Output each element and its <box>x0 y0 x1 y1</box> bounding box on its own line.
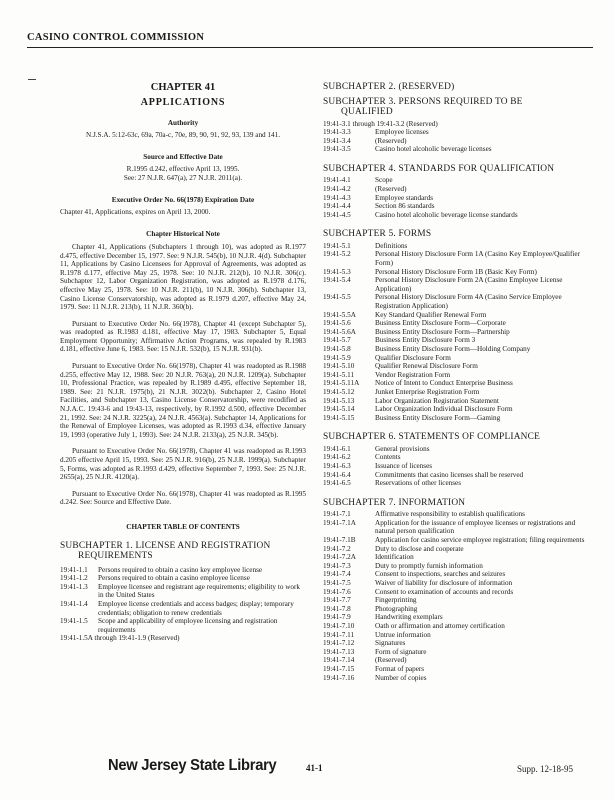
history-paragraph: Pursuant to Executive Order No. 66(1978), Chapter 41 was readopted as R.1995 d.242. See: Source and Effective Date. <box>60 489 306 507</box>
subchapter-1-heading <box>60 541 306 562</box>
section-title: Qualifier Disclosure Form <box>375 353 451 362</box>
toc-entry <box>323 194 591 203</box>
section-title: Handwriting exemplars <box>375 613 443 622</box>
section-title: Business Entity Disclosure Form—Corporate <box>375 319 506 328</box>
section-number: 19:41-1.5 <box>60 617 88 626</box>
section-number: 19:41-5.6A <box>323 327 356 336</box>
section-title: Personal History Disclosure Form 4A (Casino Service Employee Registration Application) <box>375 293 562 310</box>
toc-entry <box>323 674 591 683</box>
section-title: Persons required to obtain a casino key employee license <box>98 565 263 574</box>
section-title: Business Entity Disclosure Form 3 <box>375 336 476 345</box>
section-number: 19:41-5.12 <box>323 387 355 396</box>
section-number: 19:41-6.4 <box>323 470 351 479</box>
toc-entry <box>323 462 591 471</box>
section-number: 19:41-5.10 <box>323 362 355 371</box>
section-title: Employee standards <box>375 193 434 202</box>
section-number: 19:41-5.3 <box>323 267 351 276</box>
section-number: 19:41-1.1 <box>60 565 88 574</box>
section-title: Format of papers <box>375 664 425 673</box>
section-title: Scope and applicability of employee licensing and registration requirements <box>98 617 278 634</box>
toc-entry <box>60 566 306 575</box>
right-column <box>323 82 591 682</box>
section-title: Contents <box>375 453 401 462</box>
historical-note-heading: Chapter Historical Note <box>146 230 220 239</box>
source-line-2: See: 27 N.J.R. 647(a), 27 N.J.R. 2011(a). <box>123 173 243 182</box>
section-title: Waiver of liability for disclosure of information <box>375 579 513 588</box>
section-number: 19:41-7.15 <box>323 664 355 673</box>
toc-entry <box>323 397 591 406</box>
section-title: Issuance of licenses <box>375 462 433 470</box>
subchapter-4-list <box>323 176 591 219</box>
section-title: Employee license credentials and access badges; display; temporary credentials; obligation to renew credentials <box>98 599 294 617</box>
toc-entry <box>323 588 591 597</box>
section-title: Business Entity Disclosure Form—Gaming <box>375 413 501 422</box>
section-number: 19:41-7.3 <box>323 561 351 570</box>
authority-text: N.J.S.A. 5:12-63c, 69a, 70a-c, 70e, 89, 90, 91, 92, 93, 139 and 141. <box>85 130 281 139</box>
section-title: Commitments that casino licenses shall be reserved <box>375 470 524 479</box>
section-title: Casino hotel alcoholic beverage licenses <box>375 145 492 154</box>
subchapter-7-heading: SUBCHAPTER 7. INFORMATION <box>323 497 466 508</box>
section-title: Signatures <box>375 639 406 648</box>
section-number: 19:41-7.2 <box>323 544 351 553</box>
toc-entry <box>323 345 591 354</box>
section-number: 19:41-5.6 <box>323 319 351 328</box>
section-number: 19:41-7.4 <box>323 570 351 579</box>
section-number: 19:41-5.13 <box>323 396 355 405</box>
section-title: Employee licenses <box>375 128 429 137</box>
section-title: (Reserved) <box>375 136 407 145</box>
section-title: Duty to promptly furnish information <box>375 561 483 570</box>
subchapter-1-line-1: SUBCHAPTER 1. LICENSE AND REGISTRATION <box>60 540 271 551</box>
toc-heading: CHAPTER TABLE OF CONTENTS <box>126 522 240 531</box>
section-number: 19:41-7.5 <box>323 579 351 588</box>
section-title: Scope <box>375 176 393 185</box>
toc-entry <box>323 311 591 320</box>
section-number: 19:41-7.1A <box>323 518 356 527</box>
executive-order-heading: Executive Order No. 66(1978) Expiration Date <box>111 196 255 205</box>
section-number: 19:41-7.6 <box>323 587 351 596</box>
section-number: 19:41-3.4 <box>323 136 351 145</box>
subchapter-5-heading: SUBCHAPTER 5. FORMS <box>323 229 432 240</box>
section-number: 19:41-7.12 <box>323 639 355 648</box>
toc-entry <box>323 536 591 545</box>
history-paragraph: Pursuant to Executive Order No. 66(1978), Chapter 41 (except Subchapter 5), was readopted as R.1983 d.181, effective May 17, 1983. Subchapter 5, Equal Employment Opportunity; Affirmative Action Programs, was repealed by R.1983 d.181, effective June 6, 1983. See: 15 N.J.R. 532(b), 15 N.J.R. 931(b). <box>60 319 306 354</box>
section-number: 19:41-4.2 <box>323 184 351 193</box>
section-title: Oath or affirmation and attorney certification <box>375 622 505 630</box>
section-title: Form of signature <box>375 647 427 656</box>
section-number: 19:41-7.7 <box>323 596 351 605</box>
section-title: Junket Enterprise Registration Form <box>375 387 480 396</box>
toc-entry <box>323 128 591 137</box>
toc-entry <box>323 242 591 251</box>
section-title: Application for the issuance of employee licenses or registrations and natural person qualification <box>375 518 576 536</box>
section-title: Notice of Intent to Conduct Enterprise Business <box>375 379 513 388</box>
section-number: 19:41-7.14 <box>323 656 355 665</box>
left-column <box>60 84 306 643</box>
section-number: 19:41-5.5A <box>323 310 356 319</box>
section-title: Personal History Disclosure Form 1B (Basic Key Form) <box>375 267 537 276</box>
toc-entry <box>323 145 591 154</box>
toc-entry <box>60 617 306 634</box>
section-number: 19:41-7.10 <box>323 622 355 630</box>
section-number: 19:41-5.14 <box>323 405 355 414</box>
subchapter-2-heading: SUBCHAPTER 2. (RESERVED) <box>323 82 455 92</box>
section-number: 19:41-5.7 <box>323 336 351 345</box>
section-number: 19:41-5.8 <box>323 344 351 353</box>
toc-entry <box>323 605 591 614</box>
page-number: 41-1 <box>306 763 323 773</box>
chapter-title: APPLICATIONS <box>140 96 226 108</box>
source-line-1: R.1995 d.242, effective April 13, 1995. <box>126 164 240 173</box>
subchapter-4-heading: SUBCHAPTER 4. STANDARDS FOR QUALIFICATION <box>323 163 555 174</box>
section-title: Vendor Registration Form <box>375 370 451 379</box>
section-title: General provisions <box>375 444 430 453</box>
toc-entry <box>60 634 306 643</box>
history-paragraph: Pursuant to Executive Order No. 66(1978), Chapter 41 was readopted as R.1988 d.255, effective May 12, 1988. See: 20 N.J.R. 763(a), 20 N.J.R. 1209(a). Subchapter 10, Professional Practice, was repealed by R.1989 d.495, effective September 18, 1989. See: 21 N.J.R. 1975(b), 21 N.J.R. 3022(b). Subchapter 2, Casino Hotel Facilities, and Subchapter 13, Casino License Conservatorship, were recodified as N.J.A.C. 19:43-6 and 19:43-13, respectively, by R.1992 d.500, effective December 21, 1992. See: 24 N.J.R. 3225(a), 24 N.J.R. 4563(a). Subchapter 14, Applications for the Renewal of Employee Licenses, was adopted as R.1993 d.34, effective January 19, 1993 (operative July 1, 1993). See: 24 N.J.R. 2133(a), 25 N.J.R. 345(b). <box>60 362 306 439</box>
section-title: Labor Organization Registration Statement <box>375 396 499 405</box>
toc-entry <box>323 453 591 462</box>
toc-entry <box>323 276 591 293</box>
section-number: 19:41-4.1 <box>323 176 351 185</box>
toc-entry <box>60 583 306 600</box>
toc-entry <box>323 471 591 480</box>
section-number: 19:41-1.3 <box>60 582 88 591</box>
toc-entry <box>323 137 591 146</box>
section-title: Duty to disclose and cooperate <box>375 544 464 553</box>
toc-entry <box>323 319 591 328</box>
section-number: 19:41-5.15 <box>323 413 355 422</box>
toc-entry <box>323 445 591 454</box>
section-number: 19:41-3.3 <box>323 128 351 137</box>
section-number: 19:41-4.3 <box>323 193 351 202</box>
section-number: 19:41-7.2A <box>323 553 356 562</box>
toc-entry <box>323 354 591 363</box>
toc-entry <box>323 562 591 571</box>
toc-entry <box>323 545 591 554</box>
section-number: 19:41-7.8 <box>323 604 351 613</box>
section-number: 19:41-7.1B <box>323 536 356 545</box>
section-title: Labor Organization Individual Disclosure Form <box>375 405 513 414</box>
library-stamp: New Jersey State Library <box>108 757 277 774</box>
toc-entry <box>323 120 591 129</box>
section-number: 19:41-7.1 <box>323 510 351 519</box>
section-number: 19:41-5.11 <box>323 370 355 379</box>
toc-entry <box>323 185 591 194</box>
section-number: 19:41-5.5 <box>323 293 351 302</box>
running-header: CASINO CONTROL COMMISSION <box>27 32 205 43</box>
toc-entry <box>323 268 591 277</box>
section-title: Personal History Disclosure Form 2A (Casino Employee License Application) <box>375 276 563 293</box>
section-title: Affirmative responsibility to establish qualifications <box>375 510 525 519</box>
authority-heading: Authority <box>167 119 199 128</box>
section-number: 19:41-6.1 <box>323 444 351 453</box>
toc-entry <box>323 622 591 631</box>
toc-entry <box>323 379 591 388</box>
section-number: 19:41-5.11A <box>323 379 360 388</box>
toc-entry <box>323 328 591 337</box>
toc-entry <box>323 293 591 310</box>
subchapter-1-line-2: REQUIREMENTS <box>78 551 153 562</box>
section-title: Key Standard Qualifier Renewal Form <box>375 310 487 319</box>
toc-entry <box>323 656 591 665</box>
section-title: Business Entity Disclosure Form—Holding Company <box>375 344 531 353</box>
toc-entry <box>323 665 591 674</box>
subchapter-3-line-1: SUBCHAPTER 3. PERSONS REQUIRED TO BE <box>323 96 523 107</box>
section-title: Photographing <box>375 604 418 613</box>
section-number: 19:41-7.13 <box>323 647 355 656</box>
toc-entry <box>323 631 591 640</box>
section-title: Fingerprinting <box>375 596 417 605</box>
section-number: 19:41-3.1 through 19:41-3.2 <box>323 119 405 128</box>
toc-entry <box>323 362 591 371</box>
history-paragraph: Pursuant to Executive Order No. 66(1978), Chapter 41 was readopted as R.1993 d.205 effective April 15, 1993. See: 25 N.J.R. 916(b), 25 N.J.R. 1999(a). Subchapter 5, Forms, was adopted as R.1993 d.429, effective September 7, 1993. See: 25 N.J.R. 2655(a), 25 N.J.R. 4120(a). <box>60 447 306 482</box>
subchapter-7-list <box>323 510 591 682</box>
section-number: 19:41-1.5A through 19:41-1.9 <box>60 634 147 643</box>
toc-entry <box>60 600 306 617</box>
toc-entry <box>323 519 591 536</box>
section-title: Definitions <box>375 241 408 250</box>
toc-entry <box>323 211 591 220</box>
toc-entry <box>323 579 591 588</box>
toc-entry <box>323 510 591 519</box>
section-number: 19:41-6.2 <box>323 453 351 462</box>
section-number: 19:41-5.9 <box>323 353 351 362</box>
supplement-date: Supp. 12-18-95 <box>517 764 573 774</box>
section-number: 19:41-6.5 <box>323 479 351 488</box>
toc-entry <box>323 388 591 397</box>
section-number: 19:41-7.11 <box>323 630 355 639</box>
section-title: Business Entity Disclosure Form—Partnership <box>375 327 510 336</box>
section-number: 19:41-1.2 <box>60 574 88 583</box>
section-number: 19:41-7.16 <box>323 673 355 682</box>
history-paragraph: Chapter 41, Applications (Subchapters 1 through 10), was adopted as R.1977 d.475, effective December 15, 1977. See: 9 N.J.R. 545(b), 10 N.J.R. 4(d). Subchapter 11, Applications by Casino Licensees for Approval of Agreements, was adopted as R.1978 d.177, effective May 25, 1978. See: 10 N.J.R. 212(b), 10 N.J.R. 306(c). Subchapter 12, Labor Organization Registration, was adopted as R.1978 d.176, effective May 25, 1978. See: 10 N.J.R. 211(b), 10 N.J.R. 306(b). Subchapter 13, Casino License Conservatorship, was adopted as R.1979 d.207, effective May 24, 1979. See: 11 N.J.R. 213(b), 11 N.J.R. 360(b). <box>60 242 306 312</box>
toc-entry <box>323 202 591 211</box>
section-title: Consent to inspections, searches and seizures <box>375 570 506 579</box>
chapter-number: CHAPTER 41 <box>150 82 216 93</box>
subchapter-6-list <box>323 445 591 488</box>
section-title: (Reserved) <box>406 119 438 128</box>
subchapter-3-line-2: QUALIFIED <box>341 107 393 117</box>
section-number: 19:41-4.4 <box>323 202 351 211</box>
section-title: Persons required to obtain a casino employee license <box>98 574 250 583</box>
section-number: 19:41-5.2 <box>323 250 351 259</box>
section-title: Number of copies <box>375 673 427 682</box>
section-title: Personal History Disclosure Form 1A (Casino Key Employee/Qualifier Form) <box>375 250 581 268</box>
toc-entry <box>323 336 591 345</box>
subchapter-5-list <box>323 242 591 422</box>
section-title: Casino hotel alcoholic beverage license standards <box>375 210 518 219</box>
toc-entry <box>323 414 591 423</box>
section-number: 19:41-5.4 <box>323 276 351 285</box>
section-title: Application for casino service employee registration; filing requirements <box>375 536 585 545</box>
toc-entry <box>323 613 591 622</box>
section-title: Section 86 standards <box>375 202 435 211</box>
toc-entry <box>323 250 591 267</box>
toc-entry <box>323 479 591 488</box>
section-title: (Reserved) <box>375 656 407 665</box>
section-number: 19:41-1.4 <box>60 599 88 608</box>
toc-entry <box>323 176 591 185</box>
section-number: 19:41-7.9 <box>323 613 351 622</box>
section-title: Untrue information <box>375 630 431 639</box>
toc-entry <box>323 648 591 657</box>
toc-entry <box>323 570 591 579</box>
toc-entry <box>323 405 591 414</box>
subchapter-6-heading: SUBCHAPTER 6. STATEMENTS OF COMPLIANCE <box>323 432 541 443</box>
section-title: Qualifier Renewal Disclosure Form <box>375 362 478 371</box>
section-title: (Reserved) <box>375 184 407 193</box>
section-title: (Reserved) <box>148 634 180 643</box>
header-rule <box>27 47 593 48</box>
section-number: 19:41-6.3 <box>323 462 351 470</box>
toc-entry <box>323 596 591 605</box>
section-title: Reservations of other licenses <box>375 479 462 488</box>
source-heading: Source and Effective Date <box>143 153 223 162</box>
subchapter-3-heading <box>323 97 591 118</box>
toc-entry <box>323 639 591 648</box>
toc-entry <box>323 553 591 562</box>
section-title: Identification <box>375 553 414 562</box>
subchapter-1-list <box>60 566 306 643</box>
section-title: Employee licensee and registrant age requirements; eligibility to work in the United States <box>98 582 300 600</box>
toc-entry <box>323 371 591 380</box>
subchapter-3-list <box>323 120 591 154</box>
executive-order-text: Chapter 41, Applications, expires on April 13, 2000. <box>60 207 211 216</box>
section-title: Consent to examination of accounts and records <box>375 587 514 596</box>
margin-mark <box>28 79 36 80</box>
toc-entry <box>60 574 306 583</box>
section-number: 19:41-4.5 <box>323 210 351 219</box>
section-number: 19:41-5.1 <box>323 241 351 250</box>
section-number: 19:41-3.5 <box>323 145 351 154</box>
